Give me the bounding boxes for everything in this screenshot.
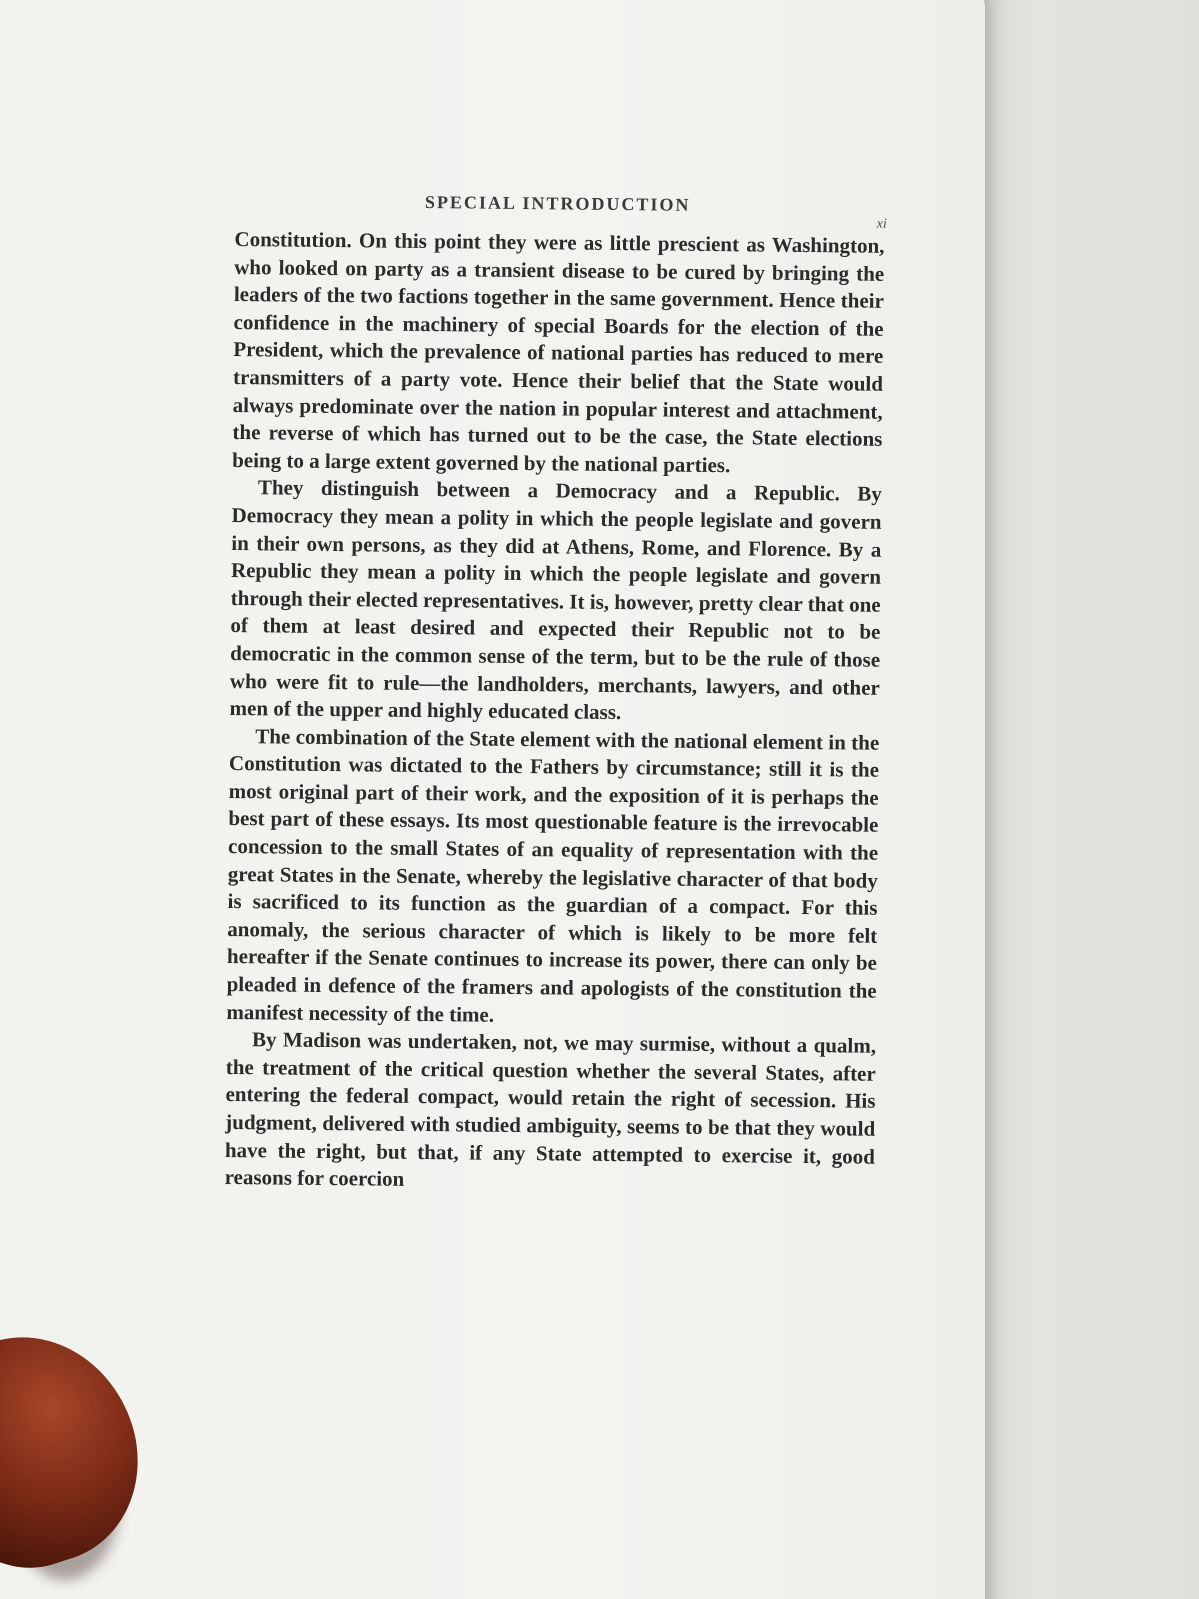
running-head — [235, 190, 885, 233]
running-head-title: SPECIAL INTRODUCTION — [424, 191, 691, 215]
paragraph-2: They distinguish between a Democracy and a Republic. By Democracy they mean a polity in which the people legislate and govern in their own persons, as they did at Athens, Rome, and Florence. By a Republic they mean a polity in which the people legislate and govern through their elected representatives. It is, however, pretty clear that one of them at least desired and expected their Republic not to be democratic in the common sense of the term, but to be the rule of those who were fit to rule—the landholders, merchants, lawyers, and other men of the upper and highly educated class. — [229, 475, 882, 725]
paragraph-4: By Madison was undertaken, not, we may surmise, without a qualm, the treatment of the critical question whether the several States, after entering the federal compact, would retain the right of secession. His judgment, delivered with studied ambiguity, seems to be that they would have the right, but that, if any State attempted to exercise it, good reasons for coercion — [224, 1027, 877, 1192]
page-number: xi — [876, 216, 887, 232]
page-text-block — [225, 190, 885, 1199]
paragraph-1: Constitution. On this point they were as little prescient as Washington, who looked on party as a transient disease to be cured by bringing the leaders of the two factions together in the same government. Hence their confidence in the machinery of special Boards for the election of the President, which the prevalence of national parties has reduced to mere transmitters of a party vote. Hence their belief that the State would always predominate over the nation in popular interest and attachment, the reverse of which has turned out to be the case, the State elections being to a large extent governed by the national parties. — [232, 226, 885, 477]
background-surface — [960, 0, 1199, 1599]
paragraph-3: The combination of the State element with the national element in the Constitution was dictated to the Fathers by circumstance; still it is the most original part of their work, and the exposition of it is perhaps the best part of these essays. Its most questionable feature is the irrevocable concession to the small States of an equality of representation with the great States in the Senate, whereby the legislative character of that body is sacrificed to its function as the guardian of a compact. For this anomaly, the serious character of which is likely to be more felt hereafter if the Senate continues to increase its power, there can only be pleaded in defence of the framers and apologists of the constitution the manifest necessity of the time. — [226, 723, 880, 1027]
